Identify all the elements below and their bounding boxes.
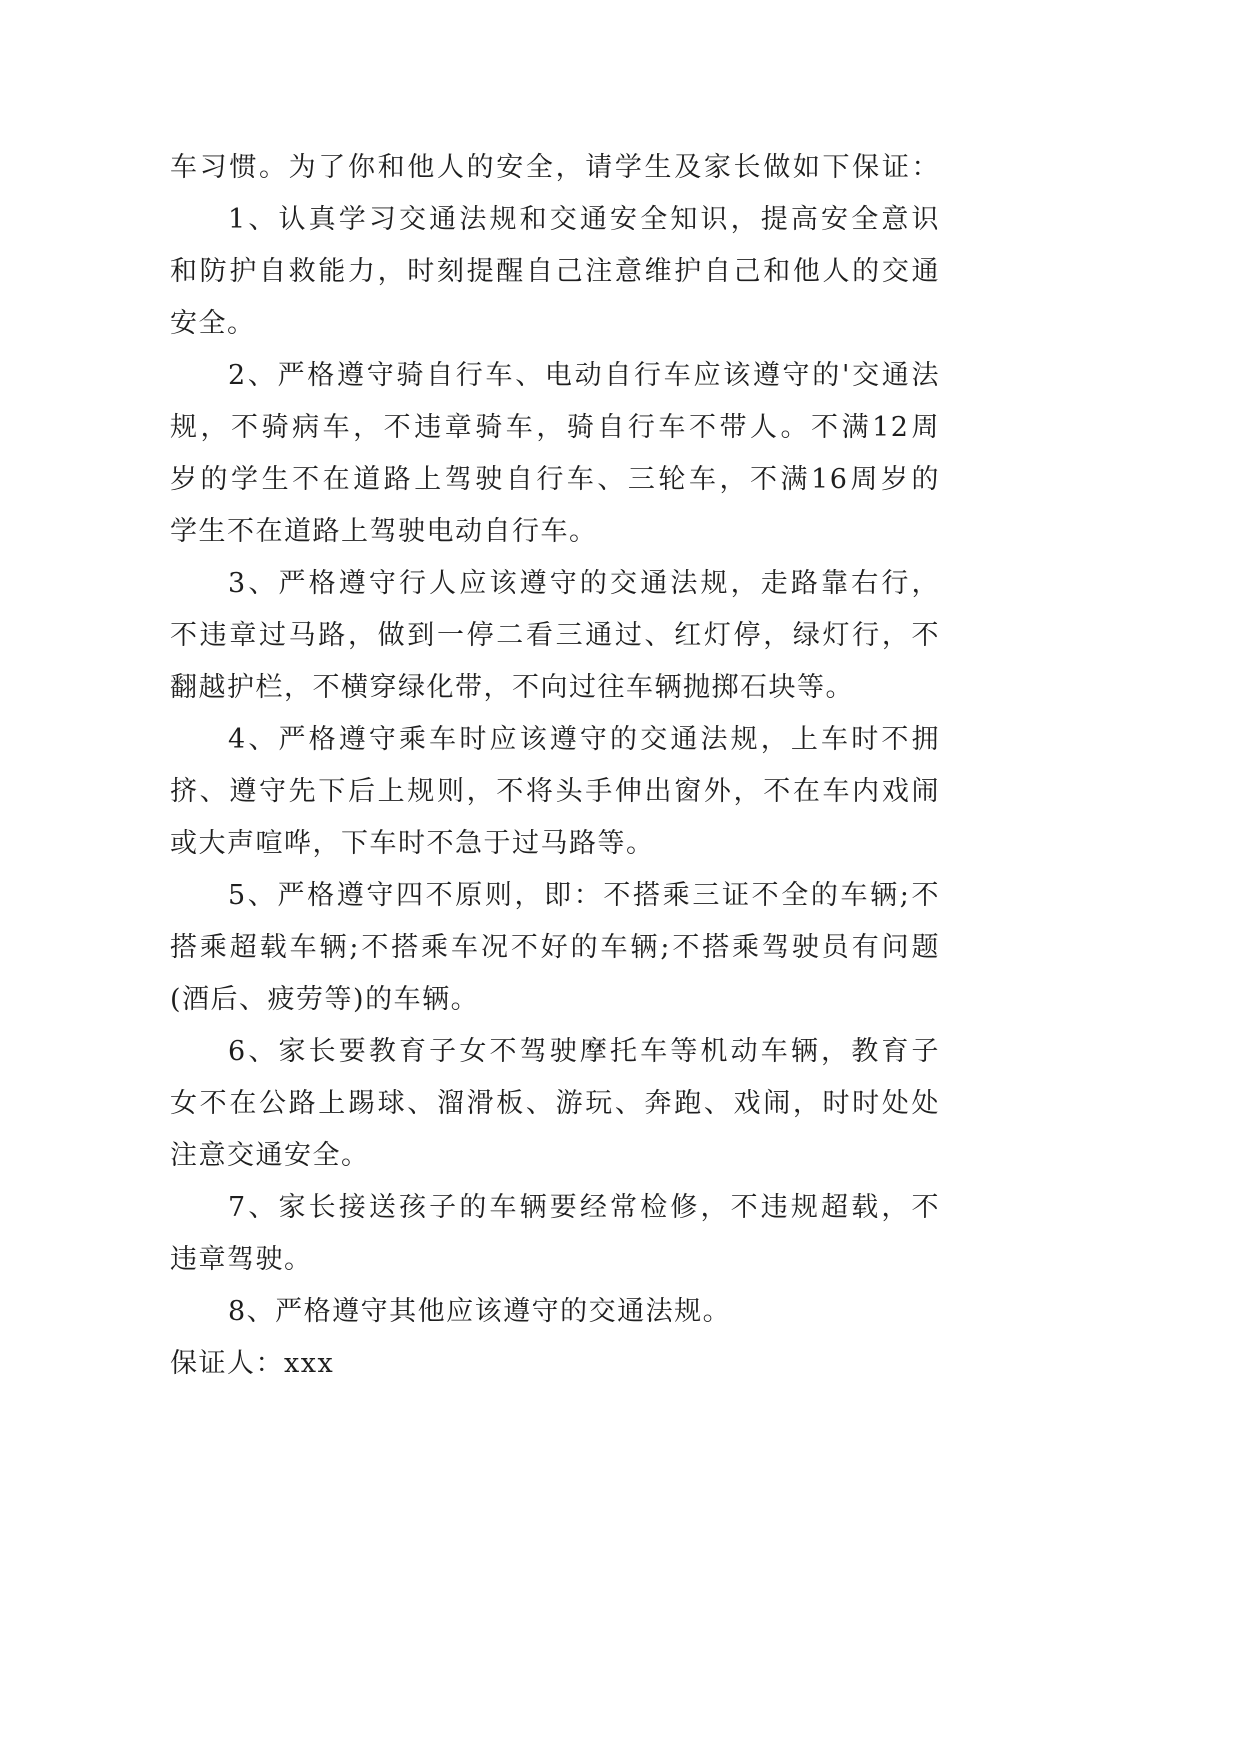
text-line: 女不在公路上踢球、溜滑板、游玩、奔跑、戏闹，时时处处	[170, 1088, 940, 1119]
text-line: 和防护自救能力，时刻提醒自己注意维护自己和他人的交通	[170, 256, 940, 287]
text-line: 8、严格遵守其他应该遵守的交通法规。	[228, 1296, 732, 1327]
text-line: (酒后、疲劳等)的车辆。	[170, 984, 480, 1015]
text-line: 学生不在道路上驾驶电动自行车。	[170, 516, 598, 547]
pledge-item-5	[170, 870, 940, 1026]
pledge-item-1	[170, 194, 940, 350]
text-line: 3、严格遵守行人应该遵守的交通法规，走路靠右行，	[228, 568, 940, 599]
text-line: 岁的学生不在道路上驾驶自行车、三轮车，不满16周岁的	[170, 464, 940, 495]
text-line: 5、严格遵守四不原则，即：不搭乘三证不全的车辆;不	[228, 880, 940, 911]
text-line: 挤、遵守先下后上规则，不将头手伸出窗外，不在车内戏闹	[170, 776, 940, 807]
text-line: 2、严格遵守骑自行车、电动自行车应该遵守的'交通法	[228, 360, 940, 391]
document-body	[170, 142, 940, 1390]
pledge-item-6	[170, 1026, 940, 1182]
signature-line: 保证人：xxx	[170, 1348, 335, 1379]
text-line: 1、认真学习交通法规和交通安全知识，提高安全意识	[228, 204, 940, 235]
pledge-item-4	[170, 714, 940, 870]
pledge-item-2	[170, 350, 940, 558]
text-line: 4、严格遵守乘车时应该遵守的交通法规，上车时不拥	[228, 724, 940, 755]
pledge-item-7	[170, 1182, 940, 1286]
text-line: 注意交通安全。	[170, 1140, 370, 1171]
text-line: 规，不骑病车，不违章骑车，骑自行车不带人。不满12周	[170, 412, 940, 443]
text-line: 翻越护栏，不横穿绿化带，不向过往车辆抛掷石块等。	[170, 672, 854, 703]
pledge-item-8	[170, 1286, 940, 1338]
pledge-item-3	[170, 558, 940, 714]
text-line: 搭乘超载车辆;不搭乘车况不好的车辆;不搭乘驾驶员有问题	[170, 932, 940, 963]
text-line: 或大声喧哗，下车时不急于过马路等。	[170, 828, 655, 859]
text-line: 安全。	[170, 308, 256, 339]
text-line: 违章驾驶。	[170, 1244, 313, 1275]
text-line: 6、家长要教育子女不驾驶摩托车等机动车辆，教育子	[228, 1036, 940, 1067]
intro-line: 车习惯。为了你和他人的安全，请学生及家长做如下保证：	[170, 152, 940, 183]
text-line: 不违章过马路，做到一停二看三通过、红灯停，绿灯行，不	[170, 620, 940, 651]
text-line: 7、家长接送孩子的车辆要经常检修，不违规超载，不	[228, 1192, 940, 1223]
